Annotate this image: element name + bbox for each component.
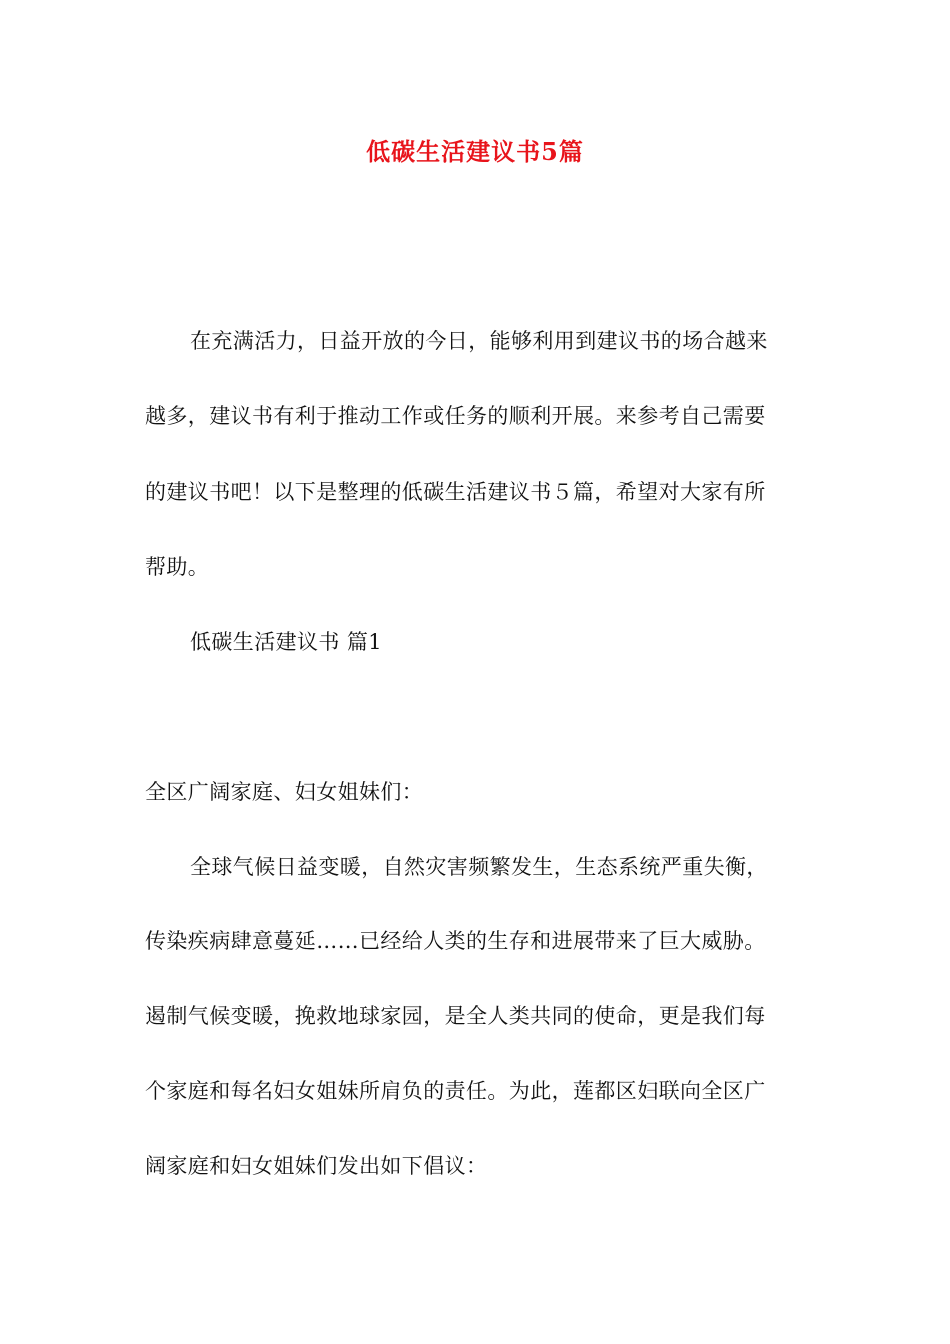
document-title: 低碳生活建议书5篇 (366, 137, 584, 166)
intro-line: 的建议书吧！以下是整理的低碳生活建议书５篇，希望对大家有所 (145, 480, 766, 504)
body-line: 全球气候日益变暖，自然灾害频繁发生，生态系统严重失衡， (190, 855, 768, 879)
body-line: 个家庭和每名妇女姐妹所肩负的责任。为此，莲都区妇联向全区广 (145, 1079, 766, 1103)
intro-line: 越多，建议书有利于推动工作或任务的顺利开展。来参考自己需要 (145, 404, 766, 428)
section-heading: 低碳生活建议书 篇1 (190, 630, 383, 654)
body-line: 遏制气候变暖，挽救地球家园，是全人类共同的使命，更是我们每 (145, 1004, 766, 1028)
body-line: 阔家庭和妇女姐妹们发出如下倡议： (145, 1154, 488, 1178)
intro-line: 在充满活力，日益开放的今日，能够利用到建议书的场合越来 (190, 329, 768, 353)
intro-line: 帮助。 (145, 555, 210, 579)
body-line: 传染疾病肆意蔓延……已经给人类的生存和进展带来了巨大威胁。 (145, 929, 766, 953)
salutation: 全区广阔家庭、妇女姐妹们： (145, 780, 424, 804)
